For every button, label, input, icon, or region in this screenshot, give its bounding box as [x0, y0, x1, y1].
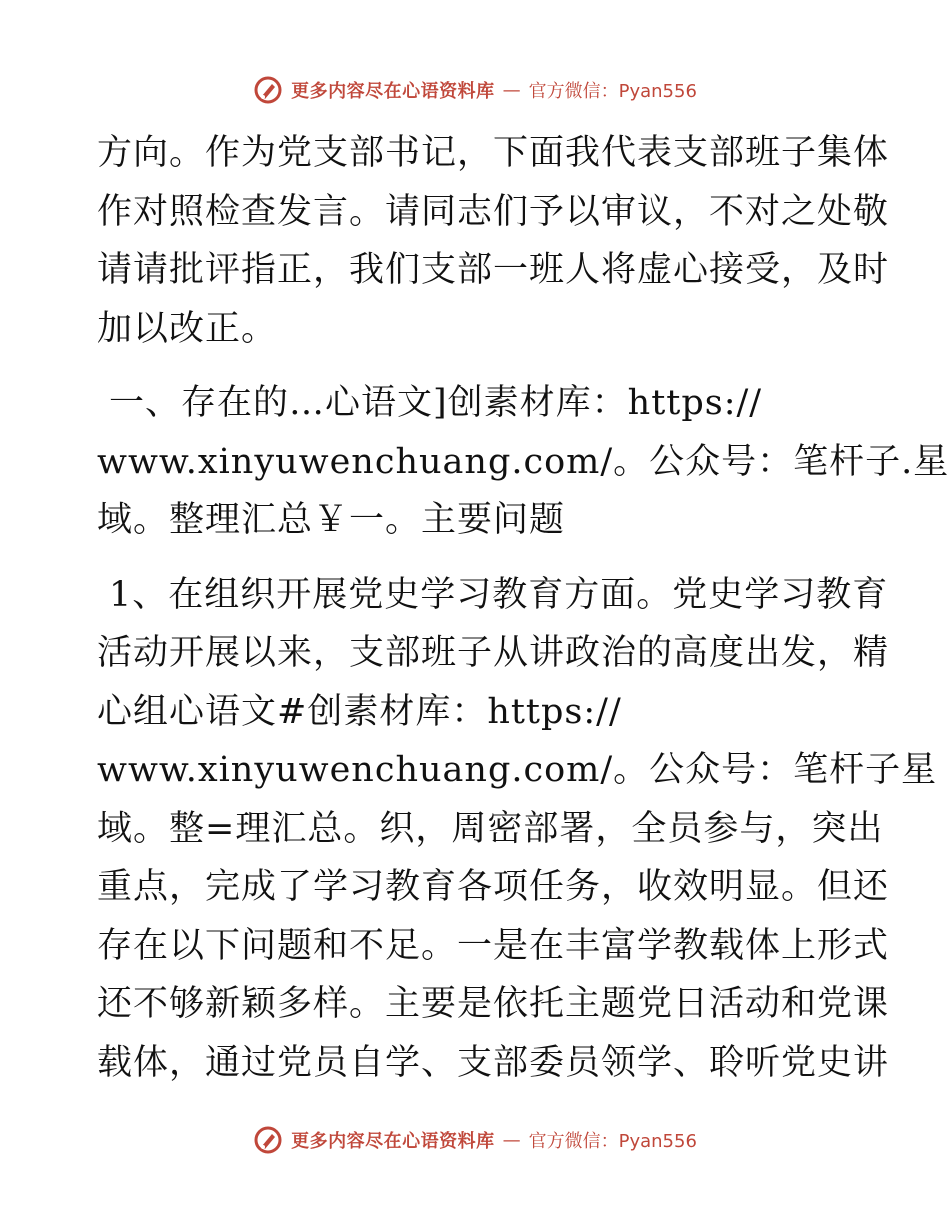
text-line: 请请批评指正，我们支部一班人将虚心接受，及时	[97, 250, 890, 290]
banner-wechat: 官方微信：Pyan556	[528, 81, 697, 102]
text-line: 方向。作为党支部书记，下面我代表支部班子集体	[97, 133, 890, 173]
text-line: 域。整=理汇总。织，周密部署，全员参与，突出	[97, 808, 884, 849]
text-line: 作对照检查发言。请同志们予以审议，不对之处敬	[97, 191, 890, 232]
text-line: 1、在组织开展党史学习教育方面。党史学习教育	[109, 574, 889, 615]
text-line: 一、存在的…心语文]创素材库：https://	[109, 383, 763, 423]
banner-text: 更多内容尽在心语资料库	[291, 81, 495, 102]
pen-circle-icon	[253, 75, 283, 105]
footer-banner	[0, 1120, 950, 1160]
text-line: 还不够新颖多样。主要是依托主题党日活动和党课	[97, 984, 890, 1024]
banner-separator: —	[502, 1129, 521, 1151]
text-line: 重点，完成了学习教育各项任务，收效明显。但还	[97, 867, 890, 907]
text-line: 加以改正。	[97, 308, 278, 349]
banner-wechat: 官方微信：Pyan556	[528, 1131, 697, 1152]
banner-text: 更多内容尽在心语资料库	[291, 1131, 495, 1152]
header-banner	[0, 70, 950, 110]
text-line: 心组心语文#创素材库：https://	[97, 691, 622, 732]
paragraph-intro	[97, 124, 890, 358]
document-body	[97, 124, 950, 1092]
paragraph-section-heading	[97, 374, 950, 550]
paragraph-item-1	[97, 566, 938, 1093]
text-line: www.xinyuwenchuang.com/。公众号：笔杆子星	[97, 750, 938, 790]
text-line: 域。整理汇总￥一。主要问题	[97, 500, 566, 540]
text-line: 活动开展以来，支部班子从讲政治的高度出发，精	[97, 633, 890, 673]
text-line: 载体，通过党员自学、支部委员领学、聆听党史讲	[97, 1042, 890, 1083]
text-line: 存在以下问题和不足。一是在丰富学教载体上形式	[97, 925, 890, 966]
banner-separator: —	[502, 79, 521, 101]
text-line: www.xinyuwenchuang.com/。公众号：笔杆子.星	[97, 441, 950, 482]
pen-circle-icon	[253, 1125, 283, 1155]
